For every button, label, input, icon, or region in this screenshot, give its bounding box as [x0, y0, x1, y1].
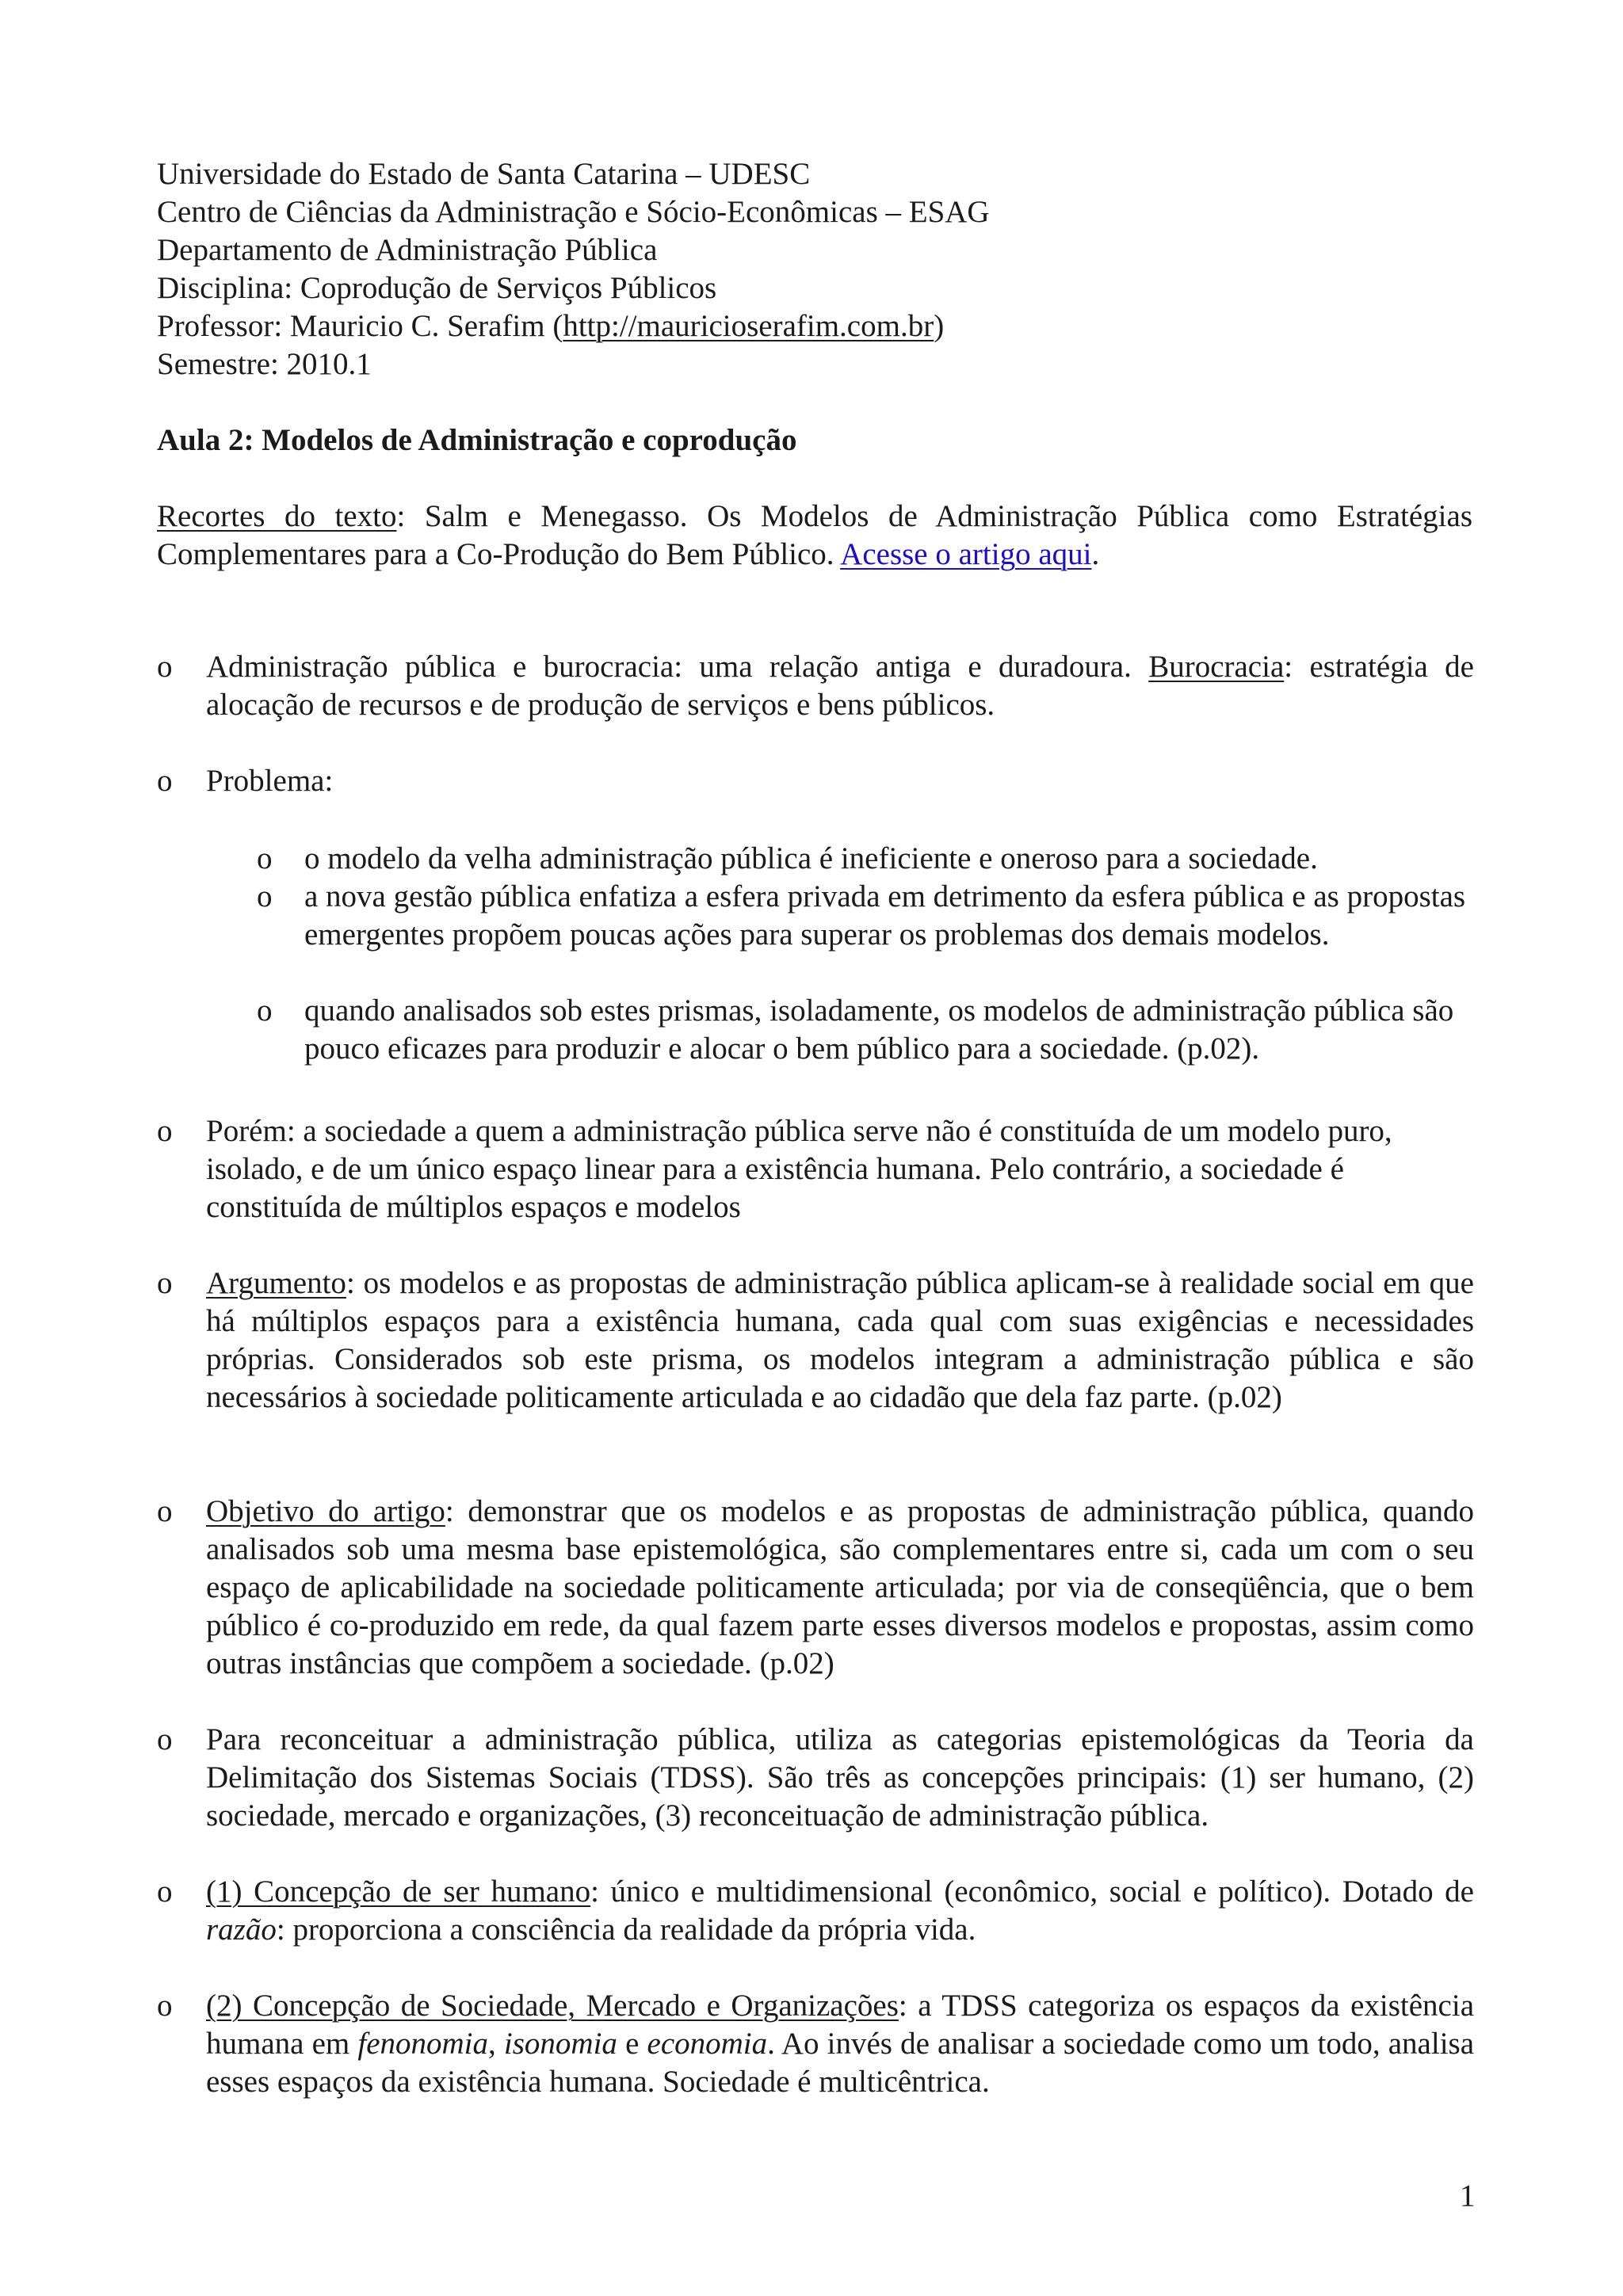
list-item: o Argumento: os modelos e as propostas de administração pública aplicam-se à realidade social em que há múltiplos espaços para a existência humana, cada qual com suas exigências e necessidades próprias. Considerados sob este prisma, os modelos integram a administração pública e são necessários à sociedade politicamente articulada e ao cidadão que dela faz parte. (p.02) — [157, 1266, 1474, 1414]
list-item: o (1) Concepção de ser humano: único e multidimensional (econômico, social e político). Dotado de razão: proporciona a consciência da realidade da própria vida. — [157, 1875, 1474, 1947]
sub-list-item: o quando analisados sob estes prismas, isoladamente, os modelos de administração pública são pouco eficazes para produzir e alocar o bem público para a sociedade. (p.02). — [257, 994, 1454, 1066]
recortes-label: Recortes do texto — [157, 499, 397, 533]
recortes-paragraph: Recortes do texto: Salm e Menegasso. Os Modelos de Administração Pública como Estratégias Complementares para a Co-Produção do Bem Público. Acesse o artigo aqui. — [157, 499, 1472, 571]
sub-list-item: o o modelo da velha administração pública é ineficiente e oneroso para a sociedade. — [257, 840, 1474, 878]
sub-list-item: o a nova gestão pública enfatiza a esfera privada em detrimento da esfera pública e as propostas emergentes propõem poucas ações para superar os problemas dos demais modelos. — [257, 879, 1466, 952]
bullet-icon: o — [157, 764, 173, 798]
article-link[interactable]: Acesse o artigo aqui — [840, 537, 1092, 571]
professor-website-link[interactable]: http://mauricioserafim.com.br — [563, 309, 934, 343]
bullet-icon: o — [257, 994, 273, 1028]
bullet-icon: o — [157, 1494, 173, 1528]
list-item: o Para reconceituar a administração pública, utiliza as categorias epistemológicas da Teoria da Delimitação dos Sistemas Sociais (TDSS). São três as concepções principais: (1) ser humano, (2) sociedade, mercado e organizações, (3) reconceituação de administração pública. — [157, 1722, 1474, 1833]
list-item: o Problema: — [157, 762, 1474, 800]
header-department: Departamento de Administração Pública — [157, 233, 658, 267]
header-university: Universidade do Estado de Santa Catarina – UDESC — [157, 157, 811, 191]
bullet-icon: o — [157, 1266, 173, 1300]
page-number: 1 — [1460, 2179, 1476, 2213]
bullet-icon: o — [157, 1989, 173, 2023]
bullet-icon: o — [157, 1875, 173, 1909]
bullet-icon: o — [157, 1722, 173, 1756]
list-item: o Objetivo do artigo: demonstrar que os modelos e as propostas de administração pública, quando analisados sob uma mesma base epistemológica, são complementares entre si, cada um com o seu espaço de aplicabilidade na sociedade politicamente articulada; por via de conseqüência, que o bem público é co-produzido em rede, da qual fazem parte esses diversos modelos e propostas, assim como outras instâncias que compõem a sociedade. (p.02) — [157, 1494, 1474, 1680]
bullet-icon: o — [257, 879, 273, 913]
header-professor: Professor: Mauricio C. Serafim (http://mauricioserafim.com.br) — [157, 309, 945, 343]
list-item: o Porém: a sociedade a quem a administração pública serve não é constituída de um modelo puro, isolado, e de um único espaço linear para a existência humana. Pelo contrário, a sociedade é constituída de múltiplos espaços e modelos — [157, 1114, 1392, 1224]
header-center: Centro de Ciências da Administração e Sócio-Econômicas – ESAG — [157, 195, 990, 229]
list-item: o (2) Concepção de Sociedade, Mercado e Organizações: a TDSS categoriza os espaços da existência humana em fenonomia, isonomia e economia. Ao invés de analisar a sociedade como um todo, analisa esses espaços da existência humana. Sociedade é multicêntrica. — [157, 1989, 1475, 2099]
bullet-icon: o — [157, 650, 173, 684]
document-header — [157, 155, 1472, 383]
header-semester: Semestre: 2010.1 — [157, 347, 372, 381]
lesson-title: Aula 2: Modelos de Administração e coprodução — [157, 423, 797, 457]
bullet-icon: o — [257, 841, 273, 875]
bullet-icon: o — [157, 1114, 173, 1148]
header-discipline: Disciplina: Coprodução de Serviços Públicos — [157, 271, 717, 305]
list-item: o Administração pública e burocracia: uma relação antiga e duradoura. Burocracia: estratégia de alocação de recursos e de produção de serviços e bens públicos. — [157, 650, 1474, 722]
